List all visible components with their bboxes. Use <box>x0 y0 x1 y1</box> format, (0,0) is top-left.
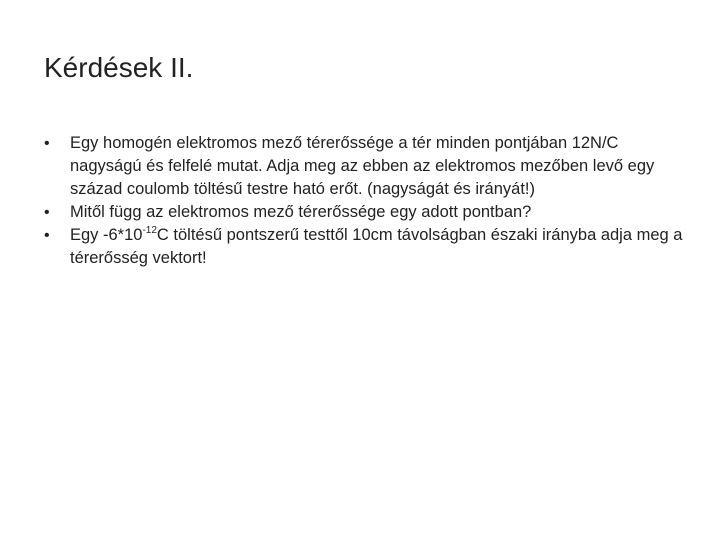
bullet-text-before: Egy -6*10 <box>70 226 143 244</box>
bullet-icon: • <box>44 135 50 152</box>
bullet-text: Mitől függ az elektromos mező térerőssége egy adott pontban? <box>70 203 532 221</box>
bullet-text <box>70 226 682 267</box>
bullet-icon: • <box>44 204 50 221</box>
bullet-text: Egy homogén elektromos mező térerőssége a tér minden pontjában 12N/C nagyságú és felfelé mutat. Adja meg az ebben az elektromos mezőben levő egy század coulomb töltésű testre ható erőt. (nagyságát és irányát!) <box>70 134 655 198</box>
bullet-icon: • <box>44 227 50 244</box>
list-item <box>44 201 684 224</box>
bullet-list <box>44 132 684 270</box>
bullet-text-after: C töltésű pontszerű testtől 10cm távolságban északi irányba adja meg a térerősség vektort! <box>70 226 683 267</box>
exponent: -12 <box>142 224 157 236</box>
slide-title: Kérdések II. <box>44 52 194 83</box>
list-item <box>44 132 684 201</box>
list-item <box>44 224 684 270</box>
